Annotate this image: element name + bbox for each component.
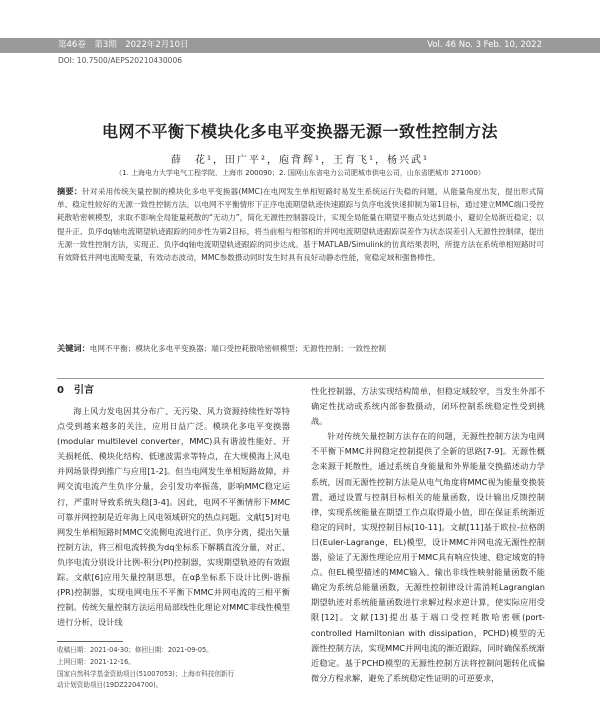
authors: 薛 花¹，田广平²，庖背辉¹，王育飞¹，杨兴武¹	[170, 155, 430, 166]
keywords-text: 电网不平衡；模块化多电平变换器；端口受控耗散哈密顿模型；无源性控制；一致性控制	[89, 344, 386, 353]
section-divider	[57, 378, 544, 379]
footnote-divider	[57, 641, 123, 642]
section-heading-introduction: 0 引言	[57, 385, 94, 396]
doi: DOI: 10.7500/AEPS20210430006	[58, 56, 182, 65]
intro-paragraph-1-continued: 性化控制器，方法实现结构简单，但稳定域较窄，当发生外部不确定性扰动或系统内部参数摄动，闭环控制系统稳定性受到挑战。	[311, 386, 545, 427]
footnote-funding: 国家自然科学基金资助项目(51007053)；上海市科技创新行	[57, 669, 235, 678]
keywords-label: 关键词：	[57, 343, 90, 353]
paper-title: 电网不平衡下模块化多电平变换器无源一致性控制方法	[101, 122, 498, 141]
abstract	[57, 185, 544, 264]
right-column	[311, 384, 545, 686]
journal-issue-info: 第46卷 第3期 2022年2月10日	[58, 40, 189, 50]
left-column	[57, 384, 290, 630]
keywords	[57, 342, 544, 355]
intro-paragraph-1: 海上风力发电因其分布广、无污染、风力资源持续性好等特点受到越来越多的关注，应用日益广泛。模块化多电平变换器(modular multilevel converter，MMC)具有谐波性能好、开关损耗低、模块化结构、低速波需求等特点，在大规模海上风电并网场景得到推广与应用[1-2]。但当电网发生单相短路故障，并网交流电流产生负序分量，会引发功率振荡，影响MMC稳定运行，严重时导致系统失稳[3-4]。因此，电网不平衡情形下MMC可靠并网控制是近年海上风电领域研究的热点问题。文献[5]对电网发生单相短路时MMC交流侧电流进行正、负序分离，提出矢量控制方法，将三相电流转换为dq坐标系下解耦直流分量，对正、负序电流分别设计比例-积分(PI)控制器，实现期望轨迹的有效跟踪。文献[6]应用矢量控制思想，在αβ坐标系下设计比例-谐振(PR)控制器，实现电网电压不平衡下MMC并网电流的三相平衡控制。传统矢量控制方法运用局部线性化理论对MMC非线性模型进行分析，设计线	[57, 406, 290, 628]
footnotes	[57, 645, 290, 692]
abstract-label: 摘要：	[57, 186, 83, 196]
affiliation: （1. 上海电力大学电气工程学院，上海市 200090；2. 国网山东省电力公司肥城市供电公司，山东省肥城市 271000）	[115, 169, 485, 177]
footnote-funding-cont: 动计划资助项目(19DZ2204700)。	[57, 681, 163, 690]
intro-paragraph-2: 针对传统矢量控制方法存在的问题，无源性控制方法为电网不平衡下MMC并网稳定控制提供了全新的思路[7-9]。无源性概念来源于耗散性，通过系统自身能量和外界能量交换描述动力学系统，因而无源性控制方法是从电气角度将MMC视为能量变换装置，通过设置与控制目标相关的能量函数，设计输出反馈控制律，实现系统能量在期望工作点取得最小值，即在保证系统渐近稳定的同时，实现控制目标[10-11]。文献[11]基于欧拉-拉格朗日(Euler-Lagrange，EL)模型，设计MMC并网电流无源性控制器，验证了无源性理论应用于MMC具有响应快速、稳定域宽的特点。但EL模型描述的MMC输入、输出非线性映射能量函数不能确定为系统总能量函数，无源性控制律设计需消耗Lagrangian期望轨迹对系统能量函数进行求解过程求逆计算，使实际应用受限[12]。文献[13]提出基于端口受控耗散哈密顿(port-controlled Hamiltonian with dissipation，PCHD)模型的无源性控制方法，实现MMC并网电流的渐近跟踪，同时确保系统渐近稳定。基于PCHD模型的无源性控制方法将控制问题转化成偏微分方程求解，避免了系统稳定性证明的可逆要求，	[311, 431, 545, 683]
abstract-text: 针对采用传统矢量控制的模块化多电平变换器(MMC)在电网发生单相短路时易发生系统运行失稳的问题，从能量角度出发，提出形式简单、稳定性较好的无源一致性控制方法。以电网不平衡情形下正序电流期望轨迹快速跟踪与负序电流快速抑制为第1目标，通过建立MMC端口受控耗散哈密顿模型，求取不影响全局能量耗散的“无动力”，简化无源性控制器设计，实现全局能量在期望平衡点处达到最小，避切全局渐近稳定；以提升正、负序dq轴电流期望轨迹跟踪的同步性为第2目标，将当前相与相邻相的并网电流期望轨迹跟踪误差作为状态误差引入无源性控制律，提出无源一致性控制方法，实现正、负序dq轴电流期望轨迹跟踪的同步达成。基于MATLAB/Simulink的仿真结果表明，所提方法在系统单相短路时可有效降低并网电流畸变量，有效动态波动，MMC参数摄动同时发生时具有良好动静态性能，宽稳定域和强鲁棒性。	[57, 187, 544, 263]
footnote-online: 上网日期：2021-12-16。	[57, 657, 135, 666]
journal-issue-info-en: Vol. 46 No. 3 Feb. 10, 2022	[427, 40, 542, 50]
footnote-received: 收稿日期：2021-04-30；修回日期：2021-09-05。	[57, 646, 213, 654]
